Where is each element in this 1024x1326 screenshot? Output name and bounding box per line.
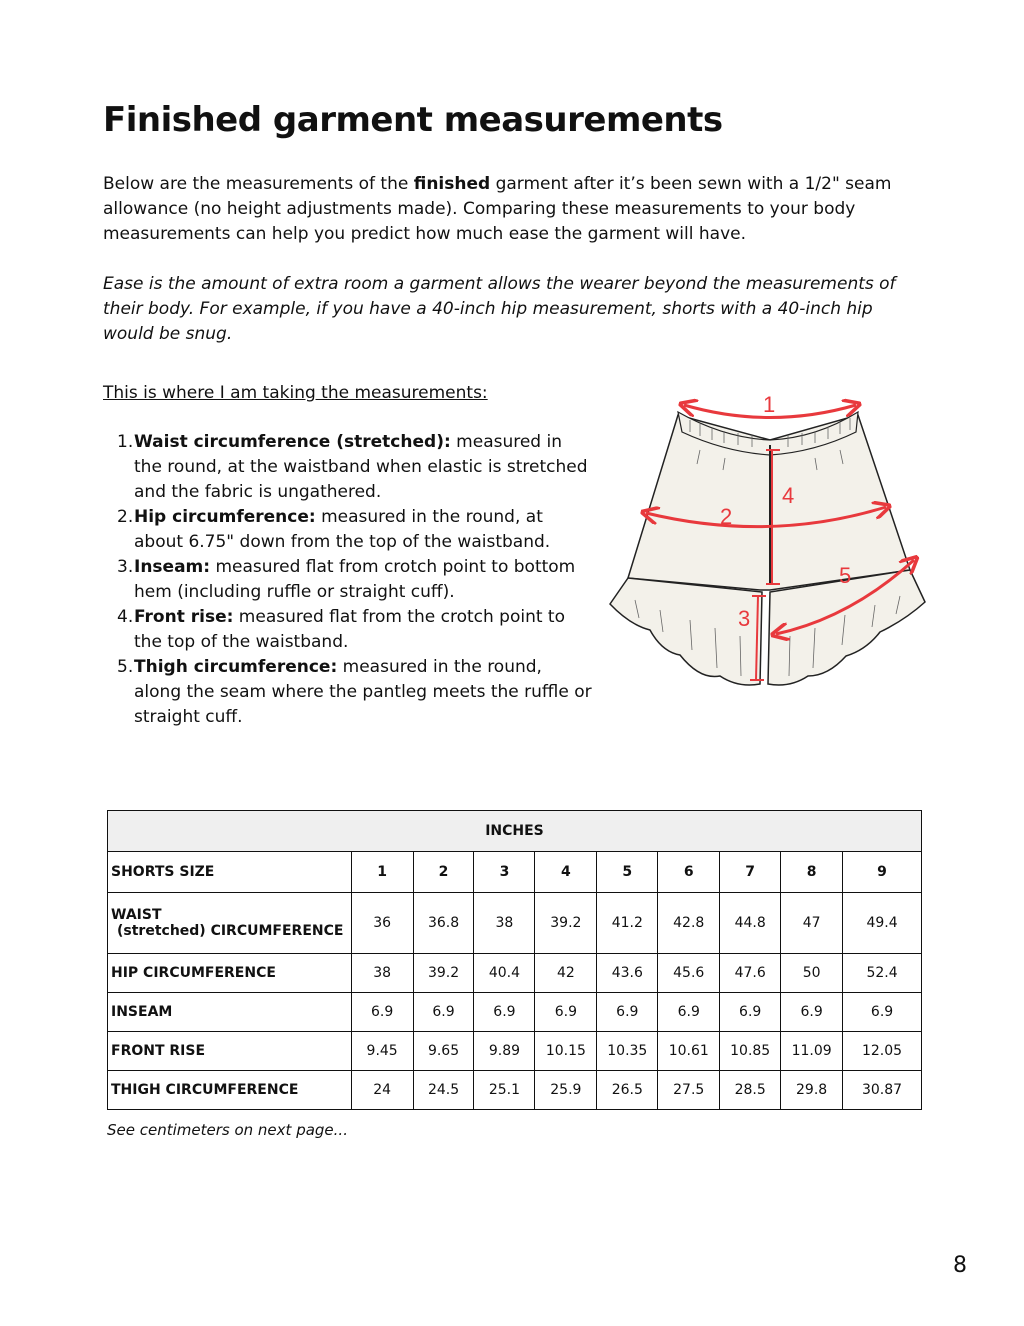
diagram-label-3: 3 bbox=[738, 606, 751, 631]
measurement-item bbox=[103, 605, 593, 655]
table-cell: 45.6 bbox=[658, 954, 720, 993]
row-label-line1: WAIST bbox=[111, 907, 162, 923]
row-label: HIP CIRCUMFERENCE bbox=[108, 954, 352, 993]
measurement-number: 5. bbox=[117, 657, 134, 677]
size-cell: 2 bbox=[413, 852, 474, 893]
table-cell: 40.4 bbox=[474, 954, 535, 993]
size-cell: 6 bbox=[658, 852, 720, 893]
measurement-number: 3. bbox=[117, 557, 134, 577]
table-cell: 26.5 bbox=[597, 1071, 658, 1110]
table-cell: 11.09 bbox=[781, 1032, 843, 1071]
size-cell: 4 bbox=[535, 852, 597, 893]
diagram-label-1: 1 bbox=[763, 392, 776, 417]
size-cell: 5 bbox=[597, 852, 658, 893]
measurement-description: measured flat from crotch point to bottom hem (including ruffle or straight cuff). bbox=[134, 557, 576, 602]
size-cell: 1 bbox=[351, 852, 413, 893]
table-cell: 25.1 bbox=[474, 1071, 535, 1110]
table-row bbox=[108, 893, 922, 954]
table-cell: 41.2 bbox=[597, 893, 658, 954]
size-header: SHORTS SIZE bbox=[108, 852, 352, 893]
table-cell: 39.2 bbox=[413, 954, 474, 993]
table-cell: 44.8 bbox=[720, 893, 781, 954]
table-cell: 6.9 bbox=[597, 993, 658, 1032]
measurement-description: measured in the round, at about 6.75" down from the top of the waistband. bbox=[134, 507, 551, 552]
measurement-item bbox=[103, 430, 593, 505]
intro-bold-word: finished bbox=[413, 174, 491, 194]
measurement-name: Waist circumference (stretched): bbox=[134, 432, 451, 452]
measurement-name: Front rise: bbox=[134, 607, 234, 627]
table-cell: 36.8 bbox=[413, 893, 474, 954]
table-cell: 6.9 bbox=[351, 993, 413, 1032]
table-cell: 39.2 bbox=[535, 893, 597, 954]
row-label: FRONT RISE bbox=[108, 1032, 352, 1071]
table-cell: 12.05 bbox=[843, 1032, 922, 1071]
page-title: Finished garment measurements bbox=[103, 100, 723, 140]
measurement-description: measured in the round, along the seam where the pantleg meets the ruffle or straight cuff. bbox=[134, 657, 592, 727]
table-cell: 10.61 bbox=[658, 1032, 720, 1071]
table-cell: 52.4 bbox=[843, 954, 922, 993]
table-cell: 25.9 bbox=[535, 1071, 597, 1110]
table-cell: 6.9 bbox=[535, 993, 597, 1032]
measurement-name: Hip circumference: bbox=[134, 507, 316, 527]
table-cell: 47.6 bbox=[720, 954, 781, 993]
size-cell: 3 bbox=[474, 852, 535, 893]
shorts-diagram bbox=[600, 388, 940, 698]
table-cell: 43.6 bbox=[597, 954, 658, 993]
measurements-list bbox=[103, 430, 593, 730]
table-cell: 10.85 bbox=[720, 1032, 781, 1071]
ruffle-left bbox=[610, 578, 762, 685]
table-cell: 38 bbox=[474, 893, 535, 954]
table-cell: 6.9 bbox=[843, 993, 922, 1032]
table-row bbox=[108, 1071, 922, 1110]
table-cell: 9.45 bbox=[351, 1032, 413, 1071]
intro-text-end: garment after it’s been sewn with a 1/2" seam allowance (no height adjustments made). Comparing these measurements to your body measurements can help you predict how much ease the garment will have. bbox=[103, 174, 892, 244]
row-label-line2: (stretched) CIRCUMFERENCE bbox=[117, 923, 344, 939]
table-cell: 28.5 bbox=[720, 1071, 781, 1110]
measurement-name: Inseam: bbox=[134, 557, 211, 577]
table-cell: 6.9 bbox=[781, 993, 843, 1032]
table-cell: 6.9 bbox=[658, 993, 720, 1032]
intro-paragraph bbox=[103, 172, 923, 247]
row-label: INSEAM bbox=[108, 993, 352, 1032]
table-cell: 42 bbox=[535, 954, 597, 993]
table-cell: 42.8 bbox=[658, 893, 720, 954]
table-cell: 9.65 bbox=[413, 1032, 474, 1071]
measurements-table bbox=[107, 810, 922, 1110]
table-cell: 10.35 bbox=[597, 1032, 658, 1071]
table-header-row bbox=[108, 852, 922, 893]
page-number: 8 bbox=[953, 1253, 967, 1278]
diagram-label-2: 2 bbox=[720, 504, 733, 529]
measurement-number: 4. bbox=[117, 607, 134, 627]
table-cell: 9.89 bbox=[474, 1032, 535, 1071]
measurement-name: Thigh circumference: bbox=[134, 657, 338, 677]
table-cell: 6.9 bbox=[474, 993, 535, 1032]
footnote: See centimeters on next page... bbox=[107, 1121, 348, 1139]
measurement-description: measured in the round, at the waistband when elastic is stretched and the fabric is ungathered. bbox=[134, 432, 588, 502]
intro-text-start: Below are the measurements of the bbox=[103, 174, 414, 194]
table-caption: INCHES bbox=[108, 811, 922, 852]
measurement-number: 2. bbox=[117, 507, 134, 527]
table-cell: 49.4 bbox=[843, 893, 922, 954]
table-cell: 10.15 bbox=[535, 1032, 597, 1071]
table-row bbox=[108, 954, 922, 993]
table-cell: 24.5 bbox=[413, 1071, 474, 1110]
table-cell: 6.9 bbox=[720, 993, 781, 1032]
table-cell: 24 bbox=[351, 1071, 413, 1110]
size-cell: 8 bbox=[781, 852, 843, 893]
table-cell: 47 bbox=[781, 893, 843, 954]
size-cell: 9 bbox=[843, 852, 922, 893]
ease-note: Ease is the amount of extra room a garment allows the wearer beyond the measurements of their body. For example, if you have a 40-inch hip measurement, shorts with a 40-inch hip would be snug. bbox=[103, 274, 896, 344]
measurement-number: 1. bbox=[117, 432, 134, 452]
measurement-item bbox=[103, 555, 593, 605]
table-cell: 6.9 bbox=[413, 993, 474, 1032]
table-row bbox=[108, 1032, 922, 1071]
table-cell: 36 bbox=[351, 893, 413, 954]
measurement-item bbox=[103, 505, 593, 555]
table-cell: 50 bbox=[781, 954, 843, 993]
table-cell: 29.8 bbox=[781, 1071, 843, 1110]
table-cell: 27.5 bbox=[658, 1071, 720, 1110]
measurement-description: measured flat from the crotch point to the top of the waistband. bbox=[134, 607, 565, 652]
diagram-label-5: 5 bbox=[839, 563, 852, 588]
table-cell: 38 bbox=[351, 954, 413, 993]
measurement-item bbox=[103, 655, 593, 730]
row-label bbox=[108, 893, 352, 954]
size-cell: 7 bbox=[720, 852, 781, 893]
measurements-heading: This is where I am taking the measurements: bbox=[103, 383, 488, 403]
table-row bbox=[108, 993, 922, 1032]
row-label: THIGH CIRCUMFERENCE bbox=[108, 1071, 352, 1110]
diagram-label-4: 4 bbox=[782, 483, 795, 508]
table-cell: 30.87 bbox=[843, 1071, 922, 1110]
